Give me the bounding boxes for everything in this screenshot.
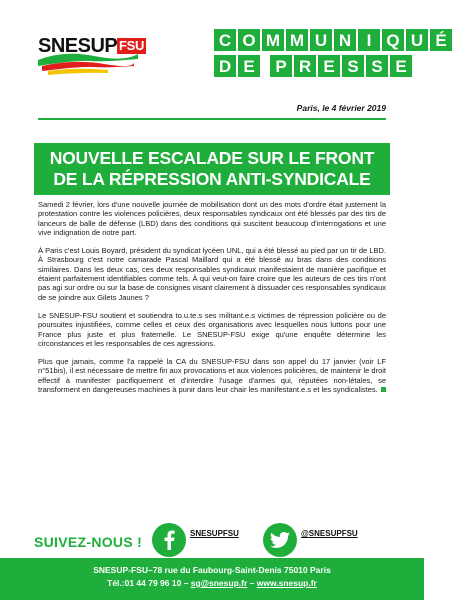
paragraph-4 (38, 357, 386, 394)
letter-tile: E (390, 55, 412, 77)
letter-tile: S (366, 55, 388, 77)
communique-tiles (214, 29, 452, 51)
letter-tile: U (406, 29, 428, 51)
website-link[interactable]: www.snesup.fr (256, 578, 317, 588)
letter-tile: R (294, 55, 316, 77)
letter-tile: É (430, 29, 452, 51)
facebook-link[interactable] (152, 523, 239, 557)
letter-tile: M (262, 29, 284, 51)
snesup-logo (34, 26, 146, 76)
twitter-handle[interactable]: @SNESUPFSU (301, 529, 358, 538)
facebook-handle[interactable]: SNESUPFSU (190, 529, 239, 538)
title-line-1: NOUVELLE ESCALADE SUR LE FRONT (49, 148, 375, 168)
paragraph-1: Samedi 2 février, lors d'une nouvelle journée de mobilisation dont un des mots d'ordre était justement la protestation contre les violences policières, deux responsables syndicaux ont été blessés par des tirs de lanceurs de balle de défense (LBD) dans des conditions qui suscitent beaucoup d'interrogations et une vive indignation de notre part. (38, 200, 386, 237)
letter-tile: I (358, 29, 380, 51)
logo-wordmark: SNESUP (38, 35, 118, 57)
letter-tile (262, 55, 268, 77)
letter-tile: M (286, 29, 308, 51)
press-date: Paris, le 4 février 2019 (296, 103, 386, 113)
twitter-icon[interactable] (263, 523, 297, 557)
letter-tile: E (318, 55, 340, 77)
end-square-icon (381, 387, 386, 392)
contact-dash: – (247, 578, 257, 588)
letter-tile: P (270, 55, 292, 77)
contact-email-link[interactable]: sg@snesup.fr (190, 578, 248, 588)
contact-line (0, 577, 424, 590)
letter-tile: U (310, 29, 332, 51)
contact-bar (0, 558, 424, 600)
paragraph-2: À Paris c'est Louis Boyard, président du syndicat lycéen UNL, qui a été blessé au pied par un tir de LBD. À Strasbourg c'est notre camarade Pascal Maillard qui a été blessé au bras dans des conditions similaires. Dans les deux cas, ces deux responsables syndicaux manifestaient de manière pacifique et étaient parfaitement identifiables comme tels. À qui veut-on faire croire que les auteurs de ces tirs n'ont pas agi sur ordre ou sur la base de consignes visant clairement à dissuader ces responsables syndicaux de se joindre aux Gilets Jaunes ? (38, 246, 386, 302)
twitter-link[interactable] (263, 523, 358, 557)
paragraph-4-text: Plus que jamais, comme l'a rappelé la CA du SNESUP-FSU dans son appel du 17 janvier (voir LF n°51bis), il est nécessaire de mettre fin aux provocations et aux violences policières, de maintenir le droit effectif à manifester pacifiquement et d'interdire l'usage d'armes qui, réputées non-létales, se transforment en dangereuses machines à punir dans leur chair les manifestant.e.s et les syndicalistes. (38, 357, 386, 395)
contact-address: SNESUP-FSU–78 rue du Faubourg-Saint-Denis 75010 Paris (93, 565, 331, 575)
paragraph-3: Le SNESUP-FSU soutient et soutiendra to.u.te.s ses militant.e.s victimes de répression policière ou de poursuites injustifiées, comme celles et ceux des organisations avec lesquelles nous luttons pour une France plus juste et plus fraternelle. Le SNESUP-FSU exige qu'une enquête détermine les circonstances et les responsables de ces agressions. (38, 310, 386, 348)
facebook-icon[interactable] (152, 523, 186, 557)
title-line-2: DE LA RÉPRESSION ANTI-SYNDICALE (53, 169, 371, 189)
press-body (38, 200, 386, 403)
letter-tile: E (238, 55, 260, 77)
letter-tile: C (214, 29, 236, 51)
letter-tile: Q (382, 29, 404, 51)
letter-tile: O (238, 29, 260, 51)
de-presse-tiles (214, 55, 412, 77)
title-banner (34, 143, 390, 195)
contact-phone: Tél.:01 44 79 96 10 – (107, 578, 189, 588)
logo-fsu-badge: FSU (119, 38, 145, 53)
letter-tile: D (214, 55, 236, 77)
follow-us-label: SUIVEZ-NOUS ! (34, 534, 143, 550)
header-divider (38, 118, 386, 120)
letter-tile: S (342, 55, 364, 77)
letter-tile: N (334, 29, 356, 51)
